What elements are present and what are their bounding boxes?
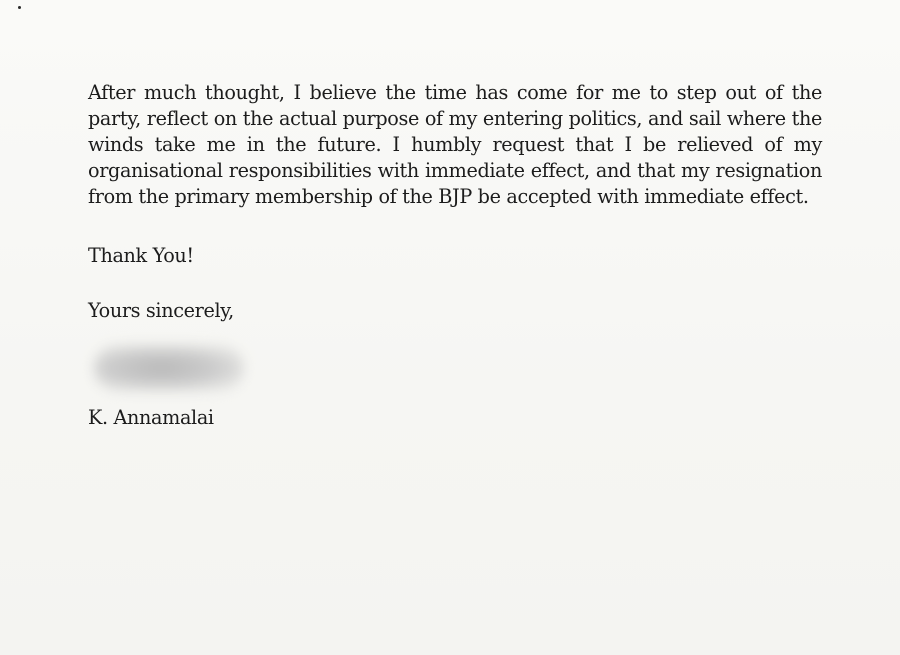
closing-line: Yours sincerely,: [88, 299, 234, 322]
blurred-signature: [94, 345, 244, 391]
ink-speck: [18, 6, 21, 9]
thanks-line: Thank You!: [88, 244, 194, 267]
signatory-name: K. Annamalai: [88, 406, 214, 429]
letter-body-paragraph: After much thought, I believe the time has come for me to step out of the party, reflect on the actual purpose of my entering politics, and sail where the winds take me in the future. I humbly request that I be relieved of my organisational responsibilities with immediate effect, and that my resignation from the primary membership of the BJP be accepted with immediate effect.: [88, 81, 822, 208]
